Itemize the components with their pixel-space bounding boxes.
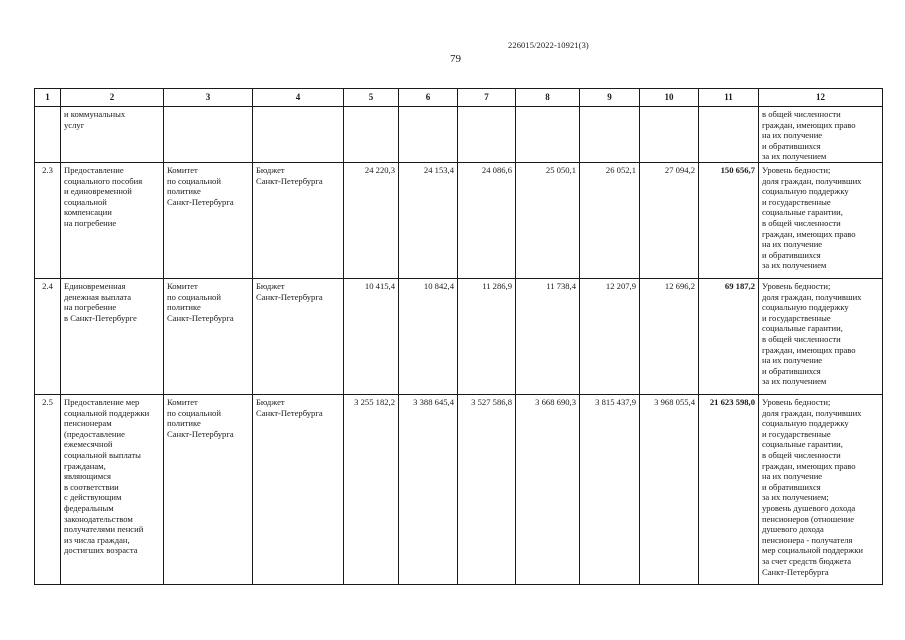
funding-source xyxy=(253,107,344,163)
value-cell: 25 050,1 xyxy=(516,163,580,279)
measure-name: Предоставление социального пособия и единовременной социальной компенсации на погребение xyxy=(61,163,164,279)
value-cell: 24 086,6 xyxy=(458,163,516,279)
indicator-text: в общей численности граждан, имеющих право на их получение и обратившихся за их получением xyxy=(759,107,883,163)
table-row xyxy=(35,163,883,279)
indicator-text: Уровень бедности; доля граждан, получивших социальную поддержку и государственные социальные гарантии, в общей численности граждан, имеющих право на их получение и обратившихся за их получением xyxy=(759,279,883,395)
program-table xyxy=(34,88,883,585)
indicator-text: Уровень бедности; доля граждан, получивших социальную поддержку и государственные социальные гарантии, в общей численности граждан, имеющих право на их получение и обратившихся за их получением; уровень душевого дохода пенсионеров (отношение душевого дохода пенсионера - получателя мер социальной поддержки за счет средств бюджета Санкт-Петербурга xyxy=(759,395,883,585)
measure-name: и коммунальных услуг xyxy=(61,107,164,163)
measure-name: Единовременная денежная выплата на погребение в Санкт-Петербурге xyxy=(61,279,164,395)
funding-source: Бюджет Санкт-Петербурга xyxy=(253,279,344,395)
value-cell: 12 207,9 xyxy=(580,279,640,395)
value-cell: 10 415,4 xyxy=(344,279,399,395)
funding-source: Бюджет Санкт-Петербурга xyxy=(253,395,344,585)
value-cell xyxy=(399,107,458,163)
value-cell: 3 255 182,2 xyxy=(344,395,399,585)
executor: Комитет по социальной политике Санкт-Петербурга xyxy=(164,395,253,585)
column-header: 1 xyxy=(35,89,61,107)
value-cell xyxy=(458,107,516,163)
value-cell xyxy=(516,107,580,163)
value-cell: 3 388 645,4 xyxy=(399,395,458,585)
row-index: 2.5 xyxy=(35,395,61,585)
total-cell: 150 656,7 xyxy=(699,163,759,279)
value-cell xyxy=(640,107,699,163)
value-cell xyxy=(580,107,640,163)
page-number: 79 xyxy=(450,53,461,65)
funding-source: Бюджет Санкт-Петербурга xyxy=(253,163,344,279)
total-cell xyxy=(699,107,759,163)
column-header: 9 xyxy=(580,89,640,107)
value-cell: 10 842,4 xyxy=(399,279,458,395)
column-header: 7 xyxy=(458,89,516,107)
value-cell: 11 738,4 xyxy=(516,279,580,395)
value-cell: 3 815 437,9 xyxy=(580,395,640,585)
column-header: 12 xyxy=(759,89,883,107)
indicator-text: Уровень бедности; доля граждан, получивших социальную поддержку и государственные социальные гарантии, в общей численности граждан, имеющих право на их получение и обратившихся за их получением xyxy=(759,163,883,279)
value-cell: 12 696,2 xyxy=(640,279,699,395)
table-row xyxy=(35,279,883,395)
column-header: 2 xyxy=(61,89,164,107)
value-cell: 24 220,3 xyxy=(344,163,399,279)
column-header: 8 xyxy=(516,89,580,107)
column-header: 11 xyxy=(699,89,759,107)
value-cell: 3 527 586,8 xyxy=(458,395,516,585)
table-row xyxy=(35,395,883,585)
column-header: 3 xyxy=(164,89,253,107)
value-cell: 27 094,2 xyxy=(640,163,699,279)
measure-name: Предоставление мер социальной поддержки пенсионерам (предоставление ежемесячной социальной выплаты гражданам, являющимся в соответствии с действующим федеральным законодательством получателями пенсий из числа граждан, достигших возраста xyxy=(61,395,164,585)
total-cell: 21 623 598,0 xyxy=(699,395,759,585)
row-index xyxy=(35,107,61,163)
column-header: 5 xyxy=(344,89,399,107)
column-header: 4 xyxy=(253,89,344,107)
table-row xyxy=(35,107,883,163)
value-cell: 3 968 055,4 xyxy=(640,395,699,585)
row-index: 2.4 xyxy=(35,279,61,395)
row-index: 2.3 xyxy=(35,163,61,279)
column-header: 6 xyxy=(399,89,458,107)
value-cell: 11 286,9 xyxy=(458,279,516,395)
column-number-row xyxy=(35,89,883,107)
value-cell: 3 668 690,3 xyxy=(516,395,580,585)
executor: Комитет по социальной политике Санкт-Петербурга xyxy=(164,279,253,395)
value-cell: 26 052,1 xyxy=(580,163,640,279)
document-code: 226015/2022-10921(3) xyxy=(508,40,589,50)
executor xyxy=(164,107,253,163)
value-cell xyxy=(344,107,399,163)
total-cell: 69 187,2 xyxy=(699,279,759,395)
column-header: 10 xyxy=(640,89,699,107)
value-cell: 24 153,4 xyxy=(399,163,458,279)
executor: Комитет по социальной политике Санкт-Петербурга xyxy=(164,163,253,279)
